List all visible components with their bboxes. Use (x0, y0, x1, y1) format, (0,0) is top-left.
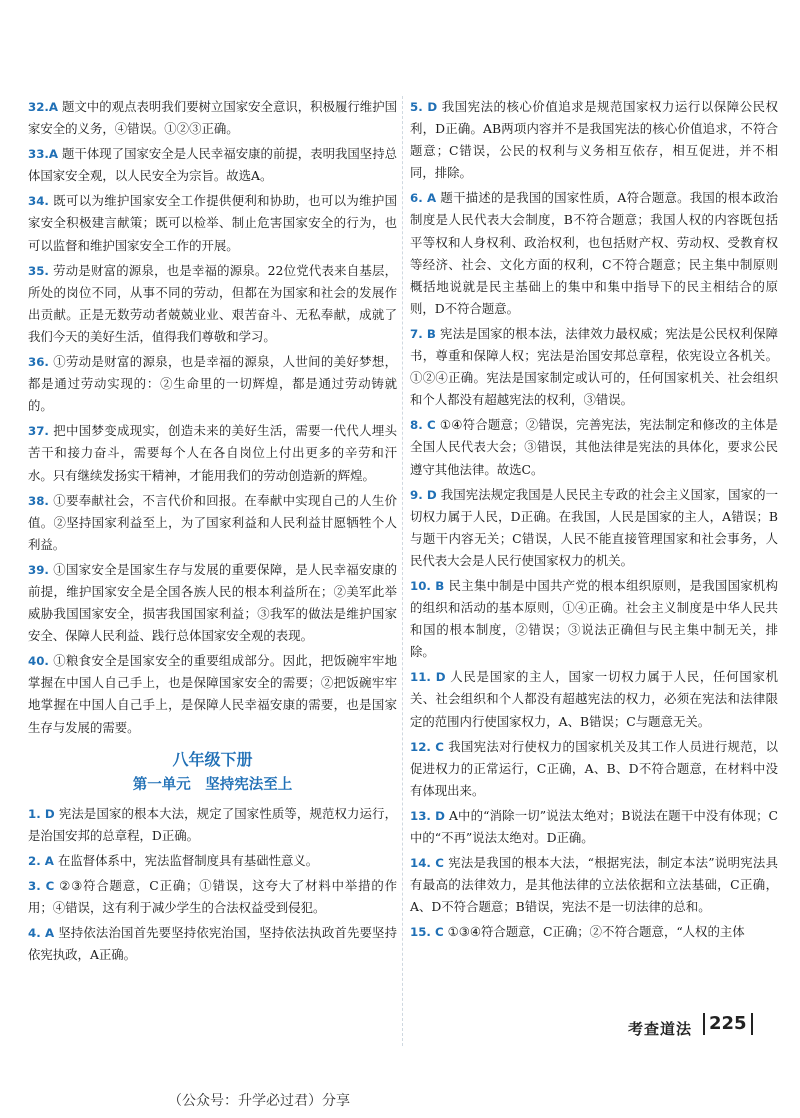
answer-item (28, 875, 397, 919)
answer-number: 5. D (410, 100, 438, 114)
answer-number: 37. (28, 424, 49, 439)
answer-number: 11. D (410, 670, 446, 685)
answer-item (28, 190, 397, 256)
answer-number: 39. (28, 562, 49, 577)
answer-number: 2. A (28, 853, 54, 868)
answer-text: ②③符合题意，C正确；①错误，这夸大了材料中举措的作用；④错误，这有利于减少学生的合法权益受到侵犯。 (28, 877, 397, 915)
answer-number: 33.A (28, 147, 59, 162)
answer-text: 既可以为维护国家安全工作提供便利和协助，也可以为维护国家安全积极建言献策；既可以检举、制止危害国家安全的行为，也可以监督和维护国家安全工作的开展。 (28, 193, 397, 253)
footer-label: 考查道法 (628, 1020, 693, 1038)
left-column (28, 96, 397, 969)
answer-item (410, 852, 778, 918)
answer-text: ①③④符合题意，C正确；②不符合题意，“人权的主体 (447, 924, 745, 940)
answer-number: 13. D (410, 808, 445, 823)
answer-item (410, 666, 778, 732)
answer-text: A中的“消除一切”说法太绝对；B说法在题干中没有体现；C中的“不再”说法太绝对。D正确。 (410, 807, 778, 845)
answer-item (410, 323, 778, 411)
answer-number: 14. C (410, 856, 444, 871)
answer-item (410, 187, 778, 320)
answer-text: 题文中的观点表明我们要树立国家安全意识，积极履行维护国家安全的义务，④错误。①②③正确。 (28, 99, 397, 137)
grade-heading: 八年级下册 (172, 749, 253, 769)
answer-text: ①劳动是财富的源泉，也是幸福的源泉，人世间的美好梦想，都是通过劳动实现的：②生命里的一切辉煌，都是通过劳动铸就的。 (28, 354, 397, 414)
answer-item (410, 575, 778, 663)
answer-text: 坚持依法治国首先要坚持依宪治国，坚持依法执政首先要坚持依宪执政，A正确。 (28, 925, 397, 963)
answer-item (28, 803, 397, 847)
watermark: （公众号：升学必过君）分享 (168, 1093, 350, 1109)
answer-item (28, 650, 397, 738)
answer-text: 宪法是我国的根本大法，“根据宪法，制定本法”说明宪法具有最高的法律效力，是其他法律的立法依据和立法基础，C正确，A、D不符合题意；B错误，宪法不是一切法律的总和。 (410, 855, 778, 915)
answer-text: ①要奉献社会，不言代价和回报。在奉献中实现自己的人生价值。②坚持国家利益至上，为了国家利益和人民利益甘愿牺牲个人利益。 (28, 492, 397, 552)
answer-number: 34. (28, 194, 49, 209)
answer-text: 题干描述的是我国的国家性质，A符合题意。我国的根本政治制度是人民代表大会制度，B不符合题意；我国人权的内容既包括平等权和人身权利、政治权利，也包括财产权、劳动权、受教育权等经济、社会、文化方面的权利，C不符合题意；民主集中制原则概括地说就是民主基础上的集中和集中指导下的民主相结合的原则，D不符合题意。 (410, 190, 778, 316)
answer-number: 12. C (410, 739, 444, 754)
answer-number: 4. A (28, 926, 55, 941)
answer-text: 人民是国家的主人，国家一切权力属于人民，任何国家机关、社会组织和个人都没有超越宪法的权力，必须在宪法和法律限定的范围内行使国家权力，A、B错误；C与题意无关。 (410, 669, 778, 729)
answer-item (28, 850, 397, 872)
answer-number: 35. (28, 263, 49, 278)
answer-text: 我国宪法的核心价值追求是规范国家权力运行以保障公民权利，D正确。AB两项内容并不是我国宪法的核心价值追求，不符合题意；C错误，公民的权利与义务相互依存，相互促进，并不相同，排除。 (410, 99, 778, 181)
answer-item (28, 490, 397, 556)
answer-number: 32.A (28, 100, 59, 114)
answer-number: 3. C (28, 878, 55, 893)
answer-number: 15. C (410, 925, 444, 940)
answer-item (410, 921, 778, 943)
answer-item (410, 805, 778, 849)
answer-text: ①④符合题意；②错误，完善宪法，宪法制定和修改的主体是全国人民代表大会；③错误，其他法律是宪法的具体化，要求公民遵守其他法律。故选C。 (410, 417, 778, 477)
answer-number: 7. B (410, 326, 436, 341)
column-divider (402, 96, 403, 1046)
answer-text: 在监督体系中，宪法监督制度具有基础性意义。 (57, 852, 319, 868)
answer-text: 宪法是国家的根本法，法律效力最权威；宪法是公民权利保障书，尊重和保障人权；宪法是治国安邦总章程，依宪设立各机关。①②④正确。宪法是国家制定或认可的，任何国家机关、社会组织和个人都没有超越宪法的权利，③错误。 (410, 325, 778, 408)
answer-item (410, 484, 778, 572)
answer-text: 劳动是财富的源泉，也是幸福的源泉。22位党代表来自基层，所处的岗位不同，从事不同的劳动，但都在为国家和社会的发展作出贡献。正是无数劳动者兢兢业业、艰苦奋斗、无私奉献，成就了我们今天的美好生活，值得我们尊敬和学习。 (28, 262, 397, 344)
answer-item (28, 143, 397, 187)
answer-number: 10. B (410, 578, 445, 593)
answer-item (410, 736, 778, 802)
answer-text: 宪法是国家的根本大法，规定了国家性质等，规范权力运行，是治国安邦的总章程，D正确。 (28, 805, 398, 843)
unit-heading: 第一单元 坚持宪法至上 (132, 776, 293, 793)
answer-item (28, 260, 397, 348)
answer-item (28, 351, 397, 417)
answer-text: ①粮食安全是国家安全的重要组成部分。因此，把饭碗牢牢地掌握在中国人自己手上，也是保障国家安全的需要；②把饭碗牢牢地掌握在中国人自己手上，是保障人民幸福安康的需要，也是国家生存与发展的需要。 (28, 653, 397, 735)
answer-number: 9. D (410, 487, 437, 502)
answer-item (28, 922, 397, 966)
answer-item (410, 96, 778, 184)
answer-number: 6. A (410, 191, 437, 206)
answer-text: 我国宪法对行使权力的国家机关及其工作人员进行规范，以促进权力的正常运行，C正确，A、B、D不符合题意，在材料中没有体现出来。 (410, 738, 778, 798)
answer-text: 题干体现了国家安全是人民幸福安康的前提，表明我国坚持总体国家安全观，以人民安全为宗旨。故选A。 (28, 146, 397, 184)
answer-text: 我国宪法规定我国是人民民主专政的社会主义国家，国家的一切权力属于人民，D正确。在我国，人民是国家的主人，A错误；B与题干内容无关；C错误，人民不能直接管理国家和社会事务，人民代表大会是人民行使国家权力的机关。 (410, 486, 779, 568)
answer-item (28, 559, 397, 647)
answer-text: 民主集中制是中国共产党的根本组织原则，是我国国家机构的组织和活动的基本原则，①④正确。社会主义制度是中华人民共和国的根本制度，②错误；③说法正确但与民主集中制无关，排除。 (410, 577, 779, 660)
answer-number: 40. (28, 654, 49, 669)
answer-number: 1. D (28, 806, 55, 821)
answer-number: 36. (28, 355, 49, 370)
answer-number: 38. (28, 493, 49, 508)
answer-item (410, 414, 778, 480)
page-number: 225 (703, 1013, 753, 1035)
answer-item (28, 420, 397, 486)
right-column (410, 96, 778, 946)
answer-item (28, 96, 397, 140)
answer-text: 把中国梦变成现实，创造未来的美好生活，需要一代代人埋头苦干和接力奋斗，需要每个人在各自岗位上付出更多的辛劳和汗水。只有继续发扬实干精神，才能用我们的劳动创造新的辉煌。 (28, 423, 397, 483)
answer-text: ①国家安全是国家生存与发展的重要保障，是人民幸福安康的前提，维护国家安全是全国各族人民的根本利益所在；②美军此举威胁我国国家安全，损害我国国家利益；③我军的做法是维护国家安全、保障人民利益、践行总体国家安全观的表现。 (28, 561, 397, 644)
answer-number: 8. C (410, 418, 436, 433)
